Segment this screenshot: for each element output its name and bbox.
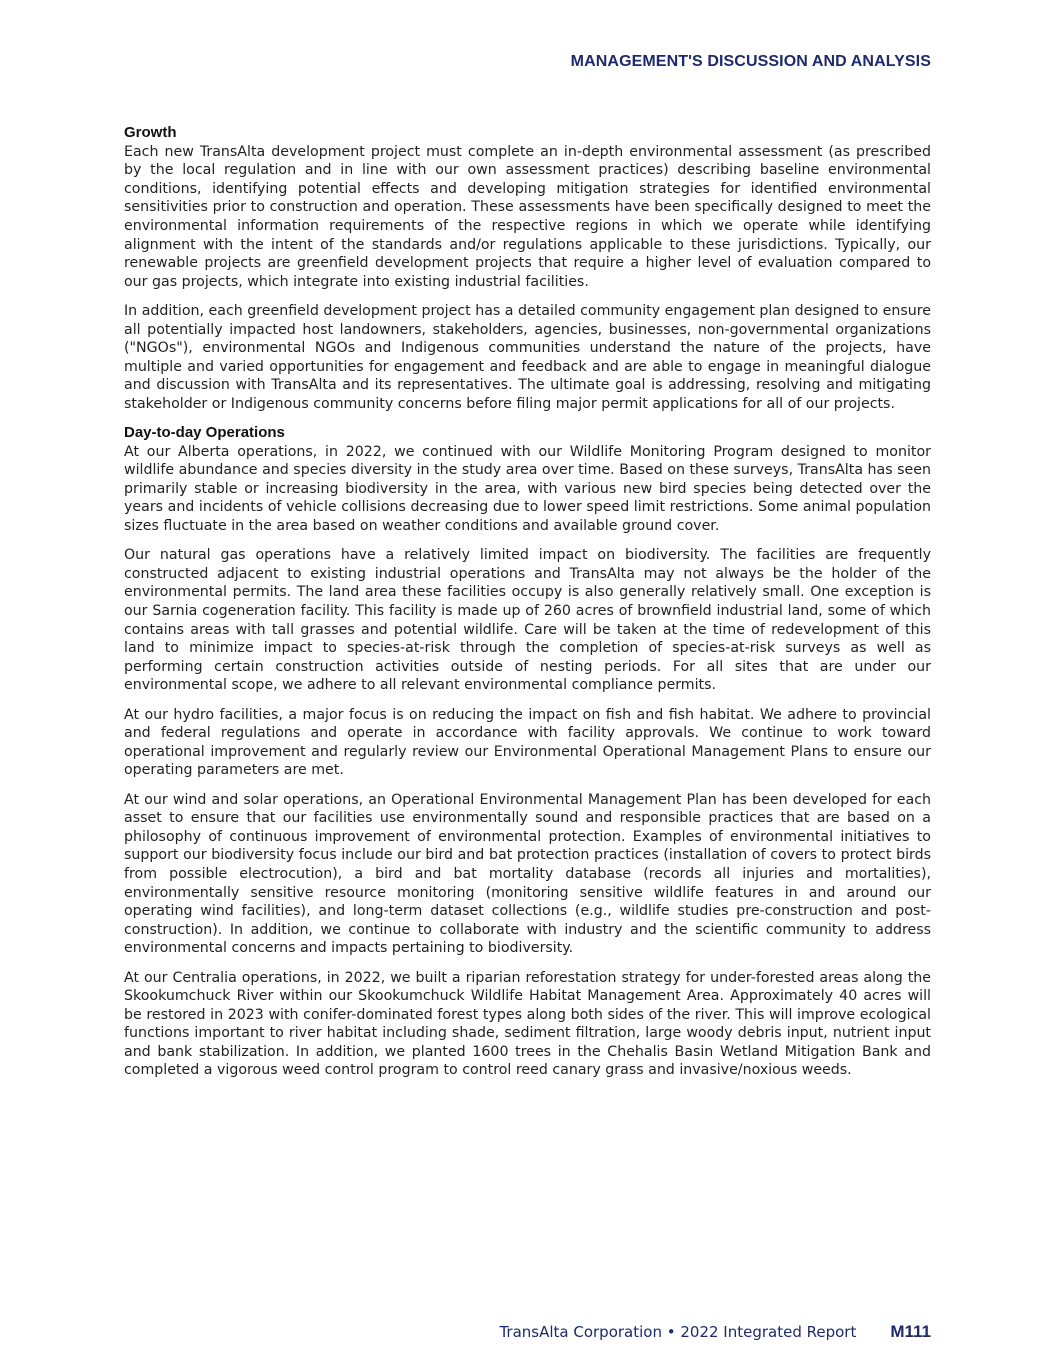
section-growth xyxy=(124,124,931,414)
section-day-to-day-operations xyxy=(124,424,931,1080)
page-footer xyxy=(499,1322,931,1342)
paragraph: At our hydro facilities, a major focus is on reducing the impact on fish and fish habitat. We adhere to provincial and federal regulations and operate in accordance with facility approvals. We continue to work toward operational improvement and regularly review our Environmental Operational Management Plans to ensure our operating parameters are met. xyxy=(124,706,931,779)
running-header: MANAGEMENT'S DISCUSSION AND ANALYSIS xyxy=(570,53,931,70)
section-heading: Growth xyxy=(124,124,177,141)
body-content xyxy=(124,124,931,1091)
paragraph: At our wind and solar operations, an Operational Environmental Management Plan has been developed for each asset to ensure that our facilities use environmentally sound and responsible practices that are based on a philosophy of continuous improvement of environmental protection. Examples of environmental initiatives to support our biodiversity focus include our bird and bat protection practices (installation of covers to protect birds from possible electrocution), a bird and bat mortality database (records all injuries and mortalities), environmentally sensitive resource monitoring (monitoring sensitive wildlife features in and around our operating wind facilities), and long-term dataset collections (e.g., wildlife studies pre-construction and post-construction). In addition, we continue to collaborate with industry and the scientific community to address environmental concerns and impacts pertaining to biodiversity. xyxy=(124,791,931,957)
paragraph: At our Alberta operations, in 2022, we continued with our Wildlife Monitoring Program designed to monitor wildlife abundance and species diversity in the study area over time. Based on these surveys, TransAlta has seen primarily stable or increasing biodiversity in the area, with various new bird species being detected over the years and incidents of vehicle collisions decreasing due to lower speed limit restrictions. Some animal population sizes fluctuate in the area based on weather conditions and available ground cover. xyxy=(124,443,931,535)
paragraph: Each new TransAlta development project must complete an in-depth environmental assessment (as prescribed by the local regulation and in line with our own assessment practices) describing baseline environmental conditions, identifying potential effects and developing mitigation strategies for identified environmental sensitivities prior to construction and operation. These assessments have been specifically designed to meet the environmental information requirements of the respective regions in which we operate while identifying alignment with the intent of the standards and/or regulations applicable to these jurisdictions. Typically, our renewable projects are greenfield development projects that require a higher level of evaluation compared to our gas projects, which integrate into existing industrial facilities. xyxy=(124,143,931,290)
page-number: M111 xyxy=(890,1322,931,1341)
paragraph: In addition, each greenfield development project has a detailed community engagement plan designed to ensure all potentially impacted host landowners, stakeholders, agencies, businesses, non-governmental organizations ("NGOs"), environmental NGOs and Indigenous communities understand the nature of the projects, have multiple and varied opportunities for engagement and feedback and are able to engage in meaningful dialogue and discussion with TransAlta and its representatives. The ultimate goal is addressing, resolving and mitigating stakeholder or Indigenous community concerns before filing major permit applications for all of our projects. xyxy=(124,302,931,412)
section-heading: Day-to-day Operations xyxy=(124,424,285,442)
paragraph: Our natural gas operations have a relatively limited impact on biodiversity. The facilities are frequently constructed adjacent to existing industrial operations and TransAlta may not always be the holder of the environmental permits. The land area these facilities occupy is also generally relatively small. One exception is our Sarnia cogeneration facility. This facility is made up of 260 acres of brownfield industrial land, some of which contains areas with tall grasses and potential wildlife. Care will be taken at the time of redevelopment of this land to minimize impact to species-at-risk through the completion of species-at-risk surveys as well as performing certain construction activities outside of nesting periods. For all sites that are under our environmental scope, we adhere to all relevant environmental compliance permits. xyxy=(124,547,931,694)
paragraph: At our Centralia operations, in 2022, we built a riparian reforestation strategy for under-forested areas along the Skookumchuck River within our Skookumchuck Wildlife Habitat Management Area. Approximately 40 acres will be restored in 2023 with conifer-dominated forest types along both sides of the river. This will improve ecological functions important to river habitat including shade, sediment filtration, large woody debris input, nutrient input and bank stabilization. In addition, we planted 1600 trees in the Chehalis Basin Wetland Mitigation Bank and completed a vigorous weed control program to control reed canary grass and invasive/noxious weeds. xyxy=(124,969,931,1079)
report-name: TransAlta Corporation • 2022 Integrated Report xyxy=(499,1323,857,1341)
